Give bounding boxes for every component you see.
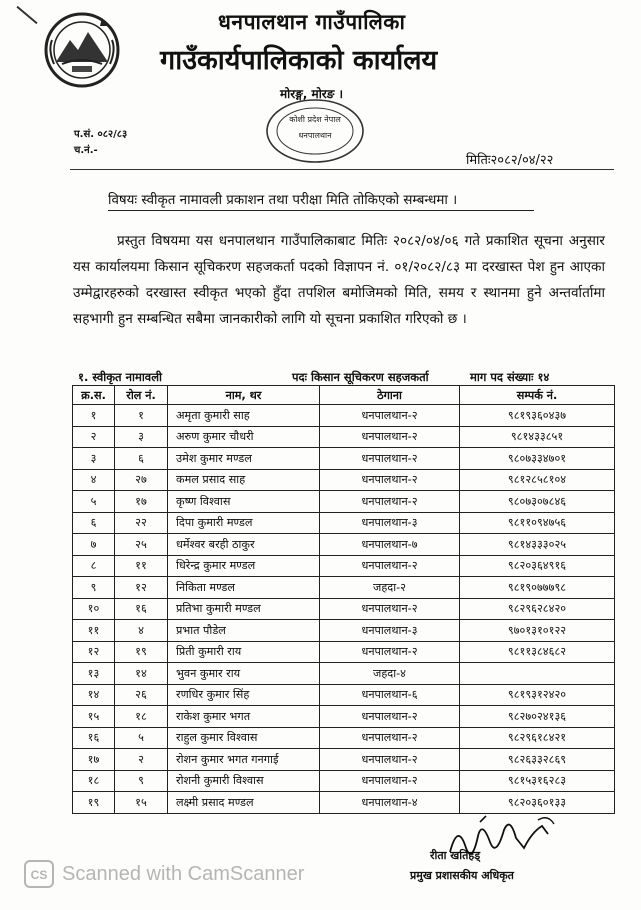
serial-number-cell: १८ (73, 770, 115, 792)
contact-number-cell: ९८२९६१८४२१ (460, 727, 615, 749)
serial-number-cell: ७ (73, 534, 115, 556)
candidate-name-cell: उमेश कुमार मण्डल (168, 448, 320, 470)
roll-number-cell: ४ (115, 620, 168, 642)
serial-number-cell: १३ (73, 663, 115, 685)
column-header: ठेगाना (320, 386, 460, 405)
header-divider (70, 169, 614, 170)
contact-number-cell: ९८११०९४७५६ (460, 512, 615, 534)
table-row (73, 727, 615, 749)
address-cell: धनपालथान-२ (320, 405, 460, 427)
signatory-title: प्रमुख प्रशासकीय अधिकृत (410, 869, 514, 882)
contact-number-cell: ९७०१३१०१२२ (460, 620, 615, 642)
address-cell: जहदा-२ (320, 577, 460, 599)
address-cell: धनपालथान-२ (320, 469, 460, 491)
table-row (73, 598, 615, 620)
approved-list-heading: १. स्वीकृत नामावली (78, 370, 162, 384)
table-row (73, 706, 615, 728)
contact-number-cell: ९८२७०२४१३६ (460, 706, 615, 728)
candidate-name-cell: प्रतिभा कुमारी मण्डल (168, 598, 320, 620)
candidate-name-cell: प्रिती कुमारी राय (168, 641, 320, 663)
office-address: मोरङ्ग, मोरङ । (280, 87, 344, 101)
contact-number-cell: ९८२९६२८४२० (460, 598, 615, 620)
serial-number-cell: ४ (73, 469, 115, 491)
camscanner-logo-icon (24, 860, 54, 888)
table-row (73, 555, 615, 577)
candidate-name-cell: राकेश कुमार भगत (168, 706, 320, 728)
serial-number-cell: १४ (73, 684, 115, 706)
table-row (73, 684, 615, 706)
table-row (73, 426, 615, 448)
address-cell: धनपालथान-२ (320, 770, 460, 792)
address-cell: धनपालथान-२ (320, 641, 460, 663)
roll-number-cell: २ (115, 749, 168, 771)
letter-reference-number: प.सं. ०८२/८३ (74, 129, 128, 140)
roll-number-cell: ५ (115, 727, 168, 749)
roll-number-cell: १९ (115, 641, 168, 663)
table-row (73, 577, 615, 599)
serial-number-cell: १ (73, 405, 115, 427)
letter-date: मितिः२०८२/०४/२२ (466, 153, 554, 168)
candidate-name-cell: रोशनी कुमारी विश्वास (168, 770, 320, 792)
roll-number-cell: ९ (115, 770, 168, 792)
signatory-name: रीता खतिहड् (430, 849, 481, 862)
contact-number-cell: ९८२०३६४९१६ (460, 555, 615, 577)
notice-body-paragraph: प्रस्तुत विषयमा यस धनपालथान गाउँपालिकाबाट मितिः २०८२/०४/०६ गते प्रकाशित सूचना अनुसार यस कार्यालयमा किसान सूचिकरण सहजकर्ता पदको विज्ञापन नं. ०१/२०८२/८३ मा दरखास्त पेश हुन आएका उम्मेद्वारहरुको दरखास्त स्वीकृत भएको हुँदा तपशिल बमोजिमको मिति, समय र स्थानमा हुने अन्तर्वार्तामा सहभागी हुन सम्बन्धित सबैमा जानकारीको लागि यो सूचना प्रकाशित गरिएको छ । (73, 233, 605, 327)
roll-number-cell: २२ (115, 512, 168, 534)
watermark-text: Scanned with CamScanner (62, 862, 305, 885)
roll-number-cell: २७ (115, 469, 168, 491)
candidate-name-cell: रणधिर कुमार सिंह (168, 684, 320, 706)
address-cell: धनपालथान-२ (320, 426, 460, 448)
stamp-line1: कोशी प्रदेश नेपाल (289, 115, 341, 124)
contact-number-cell: ९८१९३६०४३७ (460, 405, 615, 427)
serial-number-cell: ५ (73, 491, 115, 513)
post-name: पदः किसान सूचिकरण सहजकर्ता (292, 370, 429, 384)
table-row (73, 405, 615, 427)
address-cell: धनपालथान-३ (320, 512, 460, 534)
table-row (73, 534, 615, 556)
candidate-name-cell: कमल प्रसाद साह (168, 469, 320, 491)
serial-number-cell: २ (73, 426, 115, 448)
approved-candidates-table (72, 385, 615, 814)
subject-line: विषयः स्वीकृत नामावली प्रकाशन तथा परीक्षा मिति तोकिएको सम्बन्धमा । (108, 193, 458, 208)
contact-number-cell: ९८१५३१६२८३ (460, 770, 615, 792)
roll-number-cell: ६ (115, 448, 168, 470)
contact-number-cell: ९८१९०७७७९८ (460, 577, 615, 599)
contact-number-cell: ९८१२८५८१०४ (460, 469, 615, 491)
roll-number-cell: १८ (115, 706, 168, 728)
table-row (73, 620, 615, 642)
svg-text:CS: CS (30, 868, 48, 882)
contact-number-cell: ९८२०३६०१३३ (460, 792, 615, 814)
candidate-name-cell: अमृता कुमारी साह (168, 405, 320, 427)
contact-number-cell: ९८०७३३४७०१ (460, 448, 615, 470)
serial-number-cell: ९ (73, 577, 115, 599)
roll-number-cell: १ (115, 405, 168, 427)
candidate-name-cell: राहुल कुमार विश्वास (168, 727, 320, 749)
table-row (73, 491, 615, 513)
table-row (73, 792, 615, 814)
office-stamp-icon (262, 96, 368, 166)
candidate-name-cell: धर्मेश्वर बरही ठाकुर (168, 534, 320, 556)
candidate-name-cell: कृष्ण विश्वास (168, 491, 320, 513)
table-row (73, 448, 615, 470)
municipality-name: धनपालथान गाउँपालिका (218, 10, 406, 34)
candidate-name-cell: भुवन कुमार राय (168, 663, 320, 685)
table-header-row (73, 386, 615, 405)
serial-number-cell: १२ (73, 641, 115, 663)
handwritten-signature-icon (420, 812, 570, 872)
address-cell: धनपालथान-२ (320, 706, 460, 728)
contact-number-cell: ९८१९३१२४२० (460, 684, 615, 706)
serial-number-cell: १९ (73, 792, 115, 814)
candidate-name-cell: धिरेन्द्र कुमार मण्डल (168, 555, 320, 577)
nepal-emblem-icon (42, 10, 122, 90)
roll-number-cell: १५ (115, 792, 168, 814)
roll-number-cell: ३ (115, 426, 168, 448)
stamp-line2: धनपालथान (298, 131, 332, 140)
column-header: सम्पर्क नं. (460, 386, 615, 405)
address-cell: धनपालथान-२ (320, 491, 460, 513)
address-cell: धनपालथान-२ (320, 448, 460, 470)
serial-number-cell: १७ (73, 749, 115, 771)
roll-number-cell: १२ (115, 577, 168, 599)
office-name: गाउँकार्यपालिकाको कार्यालय (160, 45, 438, 76)
address-cell: धनपालथान-२ (320, 749, 460, 771)
scanner-watermark (24, 860, 304, 888)
roll-number-cell: १४ (115, 663, 168, 685)
contact-number-cell: ९८११३८४६८२ (460, 641, 615, 663)
contact-number-cell: ९८१४३३८५१ (460, 426, 615, 448)
serial-number-cell: १६ (73, 727, 115, 749)
table-row (73, 512, 615, 534)
serial-number-cell: ८ (73, 555, 115, 577)
subject-underline (108, 210, 534, 211)
column-header: नाम, थर (168, 386, 320, 405)
roll-number-cell: २६ (115, 684, 168, 706)
contact-number-cell: ९८२६३३२८६९ (460, 749, 615, 771)
candidate-name-cell: रोशन कुमार भगत गनगाई (168, 749, 320, 771)
address-cell: धनपालथान-६ (320, 684, 460, 706)
roll-number-cell: १७ (115, 491, 168, 513)
demanded-post-count: माग पद संख्याः १४ (470, 370, 550, 384)
column-header: रोल नं. (115, 386, 168, 405)
serial-number-cell: ३ (73, 448, 115, 470)
address-cell: धनपालथान-७ (320, 534, 460, 556)
candidate-name-cell: प्रभात पौडेल (168, 620, 320, 642)
serial-number-cell: ११ (73, 620, 115, 642)
candidate-name-cell: लक्ष्मी प्रसाद मण्डल (168, 792, 320, 814)
address-cell: धनपालथान-२ (320, 727, 460, 749)
contact-number-cell: ९८१४३३३०२५ (460, 534, 615, 556)
address-cell: धनपालथान-३ (320, 620, 460, 642)
candidate-name-cell: निकिता मण्डल (168, 577, 320, 599)
candidate-name-cell: दिपा कुमारी मण्डल (168, 512, 320, 534)
contact-number-cell (460, 663, 615, 685)
serial-number-cell: १५ (73, 706, 115, 728)
address-cell: जहदा-४ (320, 663, 460, 685)
contact-number-cell: ९८०७३०७८४६ (460, 491, 615, 513)
table-row (73, 749, 615, 771)
address-cell: धनपालथान-२ (320, 555, 460, 577)
roll-number-cell: ११ (115, 555, 168, 577)
roll-number-cell: १६ (115, 598, 168, 620)
table-row (73, 641, 615, 663)
table-row (73, 663, 615, 685)
serial-number-cell: ६ (73, 512, 115, 534)
corner-scratch-mark (16, 6, 37, 24)
roll-number-cell: २५ (115, 534, 168, 556)
column-header: क्र.स. (73, 386, 115, 405)
address-cell: धनपालथान-४ (320, 792, 460, 814)
serial-number-cell: १० (73, 598, 115, 620)
address-cell: धनपालथान-२ (320, 598, 460, 620)
table-row (73, 770, 615, 792)
table-row (73, 469, 615, 491)
candidate-name-cell: अरुण कुमार चौधरी (168, 426, 320, 448)
dispatch-number: च.नं.- (74, 145, 98, 156)
